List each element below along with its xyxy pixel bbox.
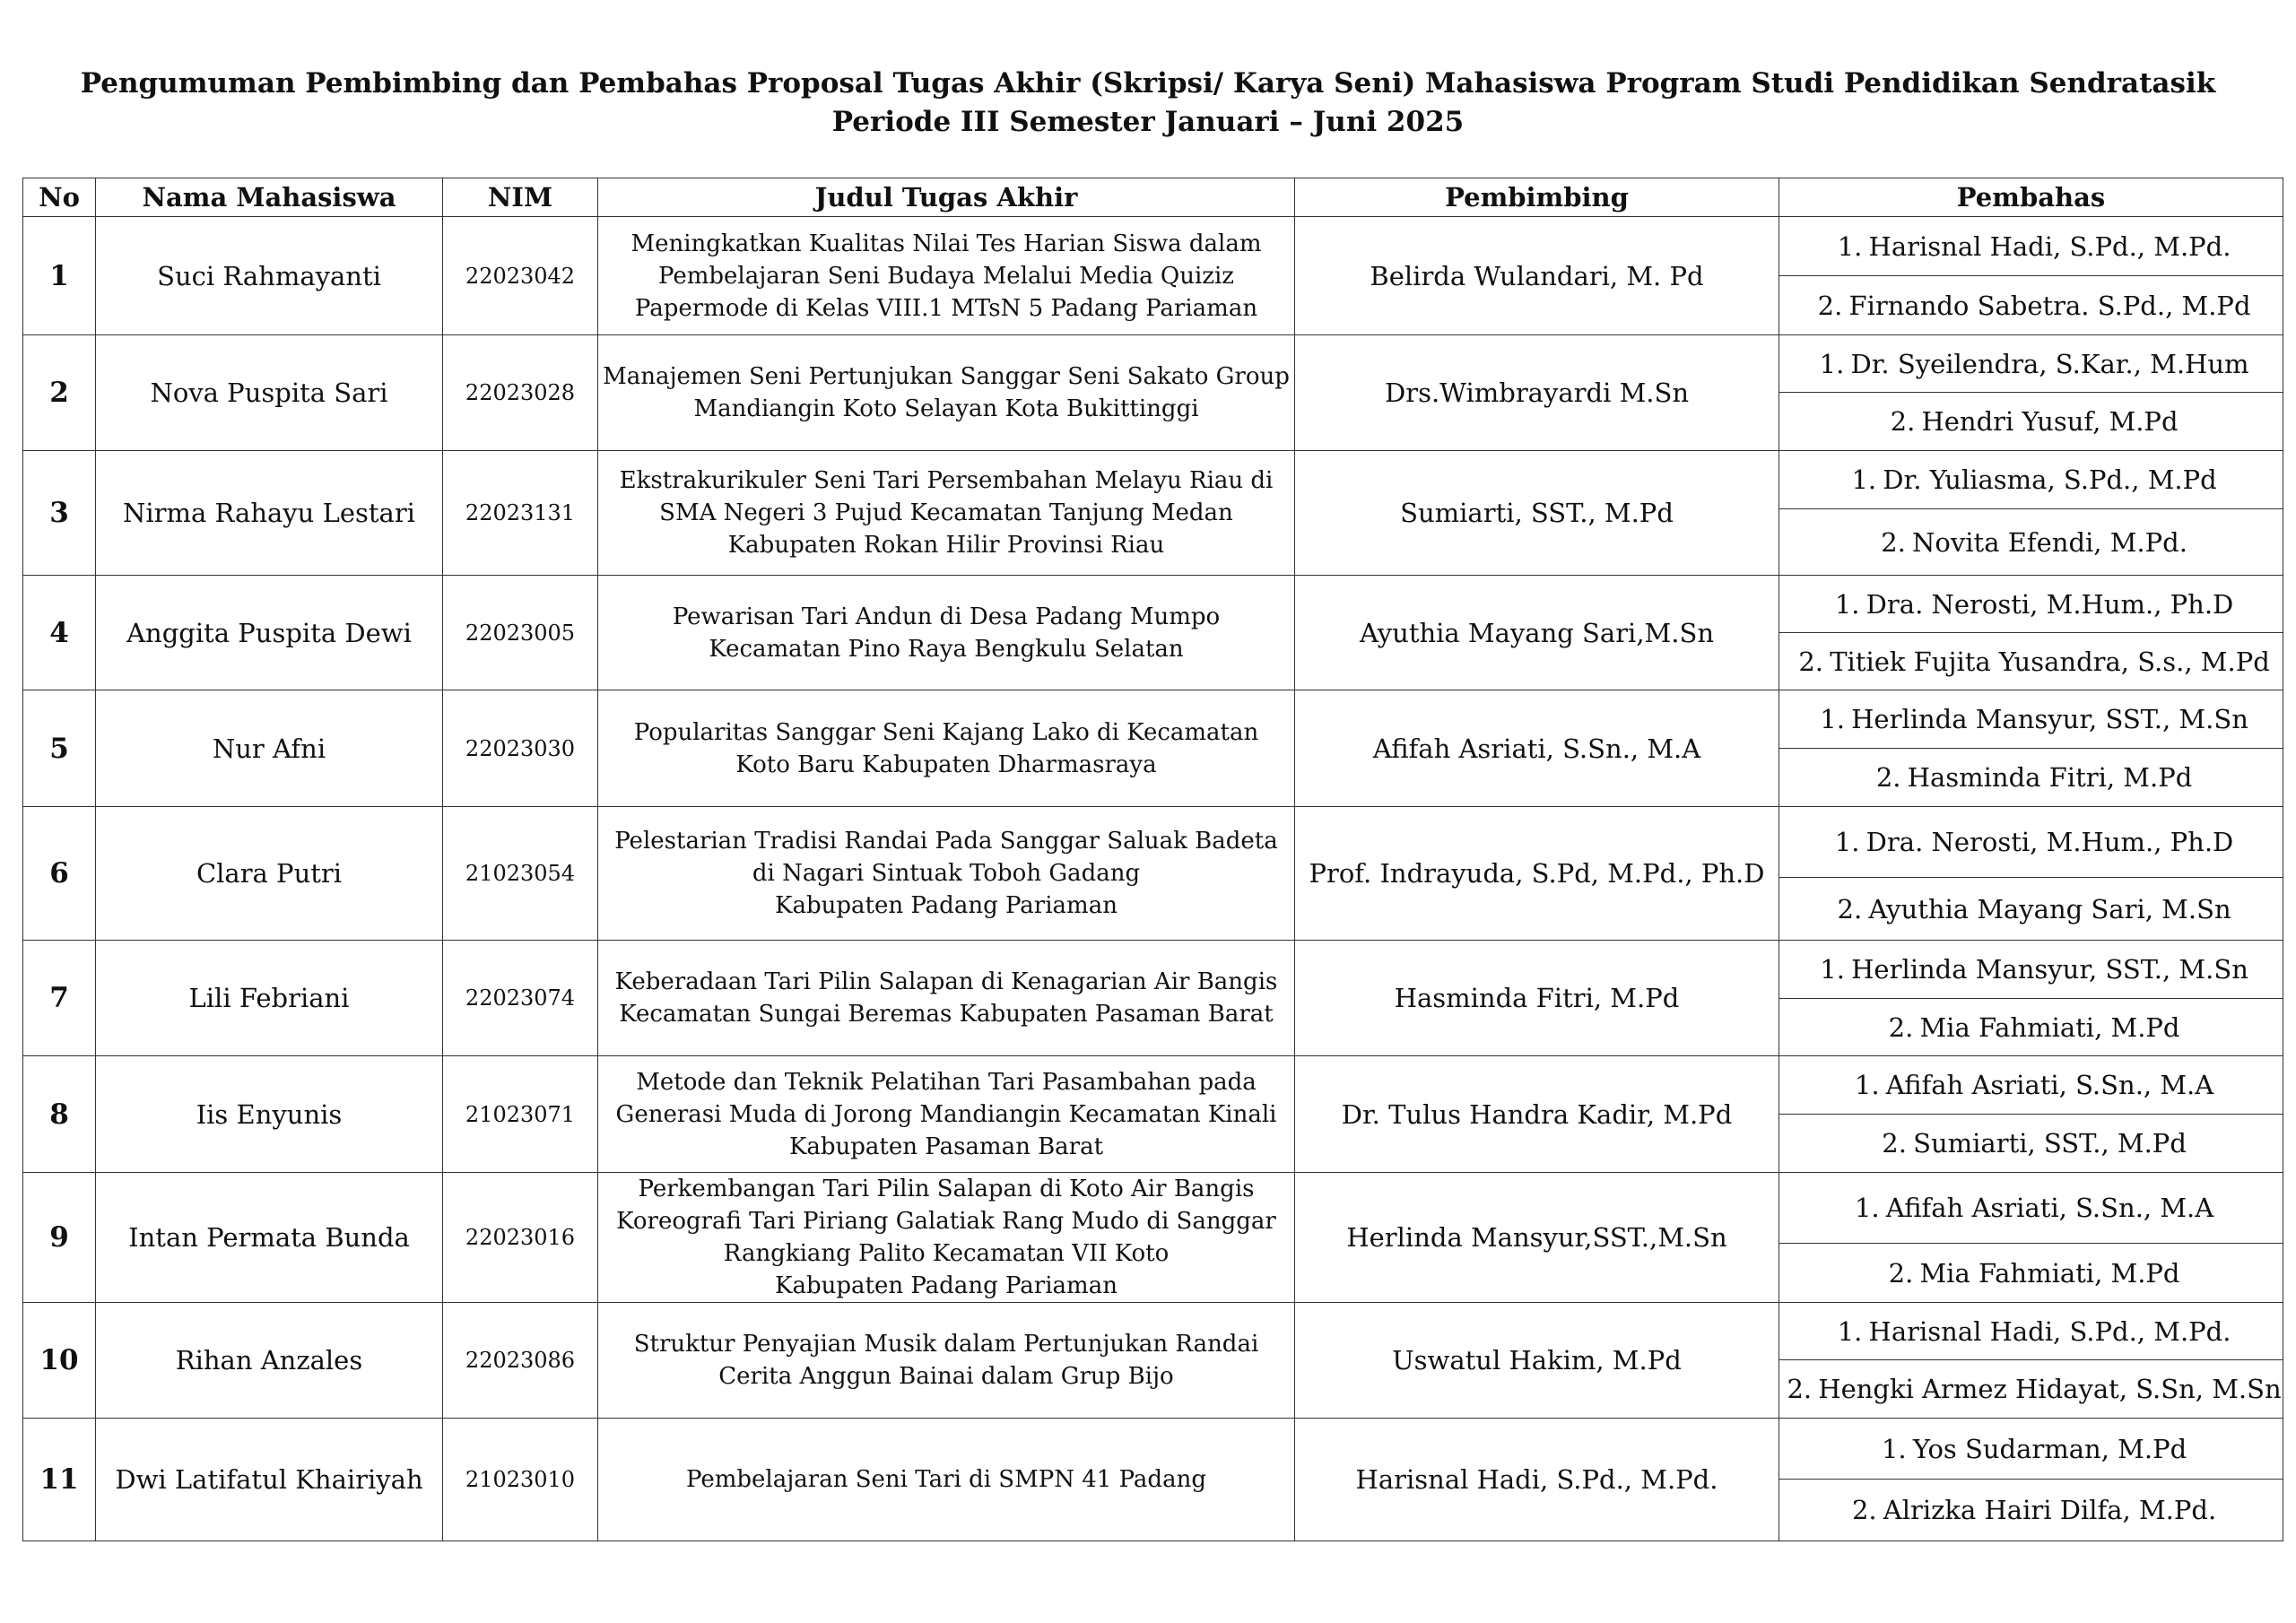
reviewer-1 <box>1779 451 2283 509</box>
row-number: 8 <box>23 1056 96 1173</box>
table-row <box>23 1056 2283 1115</box>
reviewer-name: Alrizka Hairi Dilfa, M.Pd. <box>1883 1495 2217 1525</box>
thesis-title <box>598 217 1295 335</box>
thesis-title-line: di Nagari Sintuak Toboh Gadang <box>752 860 1141 887</box>
student-name: Rihan Anzales <box>96 1303 443 1419</box>
reviewer-number: 1. <box>1851 464 1877 495</box>
reviewer-1 <box>1779 1303 2283 1360</box>
reviewer-2 <box>1779 1115 2283 1173</box>
reviewer-number: 1. <box>1820 704 1845 734</box>
student-name: Lili Febriani <box>96 941 443 1056</box>
supervisor: Drs.Wimbrayardi M.Sn <box>1295 335 1779 451</box>
supervisor: Prof. Indrayuda, S.Pd, M.Pd., Ph.D <box>1295 807 1779 941</box>
thesis-title-line: Kecamatan Sungai Beremas Kabupaten Pasaman Barat <box>619 1001 1274 1028</box>
reviewer-2 <box>1779 999 2283 1056</box>
header-no: No <box>23 178 96 217</box>
reviewer-name: Hengki Armez Hidayat, S.Sn, M.Sn <box>1818 1374 2282 1404</box>
thesis-title-line: Rangkiang Palito Kecamatan VII Koto <box>723 1240 1170 1267</box>
supervisor: Uswatul Hakim, M.Pd <box>1295 1303 1779 1419</box>
reviewer-name: Harisnal Hadi, S.Pd., M.Pd. <box>1868 1315 2231 1347</box>
row-number: 6 <box>23 807 96 941</box>
reviewer-number: 2. <box>1881 526 1906 558</box>
student-nim: 22023074 <box>443 941 598 1056</box>
reviewer-name: Mia Fahmiati, M.Pd <box>1919 1011 2180 1043</box>
thesis-title-line: Popularitas Sanggar Seni Kajang Lako di Kecamatan <box>633 718 1259 746</box>
reviewer-name: Hendri Yusuf, M.Pd <box>1921 406 2179 437</box>
student-nim: 21023071 <box>443 1056 598 1173</box>
thesis-title <box>598 1303 1295 1419</box>
thesis-title-line: Struktur Penyajian Musik dalam Pertunjukan Randai <box>633 1331 1259 1358</box>
supervisor: Afifah Asriati, S.Sn., M.A <box>1295 690 1779 807</box>
student-name: Dwi Latifatul Khairiyah <box>96 1419 443 1541</box>
reviewer-number: 1. <box>1854 1070 1880 1100</box>
reviewer-name: Dra. Nerosti, M.Hum., Ph.D <box>1866 588 2234 620</box>
row-number: 3 <box>23 451 96 576</box>
header-nama: Nama Mahasiswa <box>96 178 443 217</box>
thesis-title-line: Ekstrakurikuler Seni Tari Persembahan Melayu Riau di <box>619 467 1274 494</box>
reviewer-number: 2. <box>1817 290 1843 321</box>
row-number: 10 <box>23 1303 96 1419</box>
thesis-title <box>598 941 1295 1056</box>
student-name: Clara Putri <box>96 807 443 941</box>
reviewer-2 <box>1779 1244 2283 1303</box>
thesis-title <box>598 690 1295 807</box>
thesis-title <box>598 1419 1295 1541</box>
reviewer-number: 1. <box>1834 827 1860 857</box>
reviewer-1 <box>1779 217 2283 276</box>
table-row <box>23 941 2283 999</box>
table-body <box>23 217 2283 1541</box>
reviewer-number: 2. <box>1787 1374 1813 1404</box>
reviewer-1 <box>1779 1419 2283 1480</box>
header-judul: Judul Tugas Akhir <box>598 178 1295 217</box>
header-pembahas: Pembahas <box>1779 178 2283 217</box>
title-line-2: Periode III Semester Januari – Juni 2025 <box>831 106 1465 138</box>
reviewer-name: Novita Efendi, M.Pd. <box>1912 526 2187 558</box>
reviewer-name: Dr. Syeilendra, S.Kar., M.Hum <box>1850 348 2249 379</box>
reviewer-number: 2. <box>1888 1011 1914 1043</box>
thesis-title-line: Kecamatan Pino Raya Bengkulu Selatan <box>709 635 1184 663</box>
supervisor: Herlinda Mansyur,SST.,M.Sn <box>1295 1173 1779 1303</box>
reviewer-number: 2. <box>1882 1128 1907 1159</box>
reviewer-name: Herlinda Mansyur, SST., M.Sn <box>1851 954 2248 985</box>
reviewer-number: 1. <box>1834 588 1860 620</box>
reviewer-2 <box>1779 1360 2283 1419</box>
table-header-row <box>23 178 2283 217</box>
row-number: 5 <box>23 690 96 807</box>
thesis-title-line: Kabupaten Pasaman Barat <box>788 1133 1104 1160</box>
thesis-title-line: Keberadaan Tari Pilin Salapan di Kenagarian Air Bangis <box>614 968 1278 995</box>
supervisor: Hasminda Fitri, M.Pd <box>1295 941 1779 1056</box>
student-name: Suci Rahmayanti <box>96 217 443 335</box>
supervisor: Belirda Wulandari, M. Pd <box>1295 217 1779 335</box>
thesis-title-line: Perkembangan Tari Pilin Salapan di Koto Air Bangis <box>638 1176 1255 1202</box>
student-nim: 22023042 <box>443 217 598 335</box>
student-name: Anggita Puspita Dewi <box>96 576 443 690</box>
reviewer-number: 1. <box>1881 1433 1907 1464</box>
row-number: 4 <box>23 576 96 690</box>
thesis-title-line: Koreografi Tari Piriang Galatiak Rang Mudo di Sanggar <box>616 1208 1276 1235</box>
header-nim: NIM <box>443 178 598 217</box>
student-nim: 22023131 <box>443 451 598 576</box>
reviewer-name: Sumiarti, SST., M.Pd <box>1913 1128 2187 1159</box>
table-row <box>23 1173 2283 1244</box>
thesis-title-line: Pelestarian Tradisi Randai Pada Sanggar Saluak Badeta <box>614 828 1278 855</box>
table-row <box>23 217 2283 276</box>
reviewer-1 <box>1779 335 2283 393</box>
page-title <box>0 65 2296 142</box>
reviewer-2 <box>1779 633 2283 690</box>
thesis-title-line: Generasi Muda di Jorong Mandiangin Kecamatan Kinali <box>615 1100 1277 1128</box>
reviewer-number: 1. <box>1837 1315 1863 1347</box>
student-name: Nur Afni <box>96 690 443 807</box>
thesis-title <box>598 807 1295 941</box>
reviewer-2 <box>1779 749 2283 807</box>
row-number: 9 <box>23 1173 96 1303</box>
reviewer-name: Afifah Asriati, S.Sn., M.A <box>1885 1070 2214 1100</box>
table-row <box>23 1419 2283 1480</box>
row-number: 1 <box>23 217 96 335</box>
student-nim: 21023054 <box>443 807 598 941</box>
reviewer-1 <box>1779 576 2283 633</box>
table-row <box>23 576 2283 633</box>
thesis-title <box>598 335 1295 451</box>
reviewer-1 <box>1779 807 2283 878</box>
reviewer-2 <box>1779 878 2283 941</box>
reviewer-number: 1. <box>1854 1193 1880 1223</box>
table-row <box>23 807 2283 878</box>
reviewer-number: 2. <box>1875 762 1901 793</box>
reviewer-name: Firnando Sabetra. S.Pd., M.Pd <box>1848 290 2251 321</box>
header-pembimbing: Pembimbing <box>1295 178 1779 217</box>
row-number: 11 <box>23 1419 96 1541</box>
reviewer-number: 2. <box>1837 893 1863 924</box>
student-name: Nirma Rahayu Lestari <box>96 451 443 576</box>
table-row <box>23 451 2283 509</box>
thesis-title-line: Papermode di Kelas VIII.1 MTsN 5 Padang Pariaman <box>634 294 1258 322</box>
reviewer-1 <box>1779 1173 2283 1244</box>
reviewer-name: Harisnal Hadi, S.Pd., M.Pd. <box>1868 230 2231 262</box>
reviewer-1 <box>1779 690 2283 749</box>
reviewer-name: Mia Fahmiati, M.Pd <box>1919 1257 2180 1289</box>
table-row <box>23 1303 2283 1360</box>
student-name: Nova Puspita Sari <box>96 335 443 451</box>
reviewer-1 <box>1779 941 2283 999</box>
supervisor: Harisnal Hadi, S.Pd., M.Pd. <box>1295 1419 1779 1541</box>
supervisor: Ayuthia Mayang Sari,M.Sn <box>1295 576 1779 690</box>
thesis-title <box>598 1173 1295 1303</box>
reviewer-name: Ayuthia Mayang Sari, M.Sn <box>1868 893 2231 924</box>
thesis-title <box>598 576 1295 690</box>
reviewer-number: 1. <box>1837 230 1863 262</box>
thesis-title-line: Mandiangin Koto Selayan Kota Bukittinggi <box>693 395 1199 422</box>
thesis-title-line: Pewarisan Tari Andun di Desa Padang Mumpo <box>672 603 1221 630</box>
reviewer-name: Hasminda Fitri, M.Pd <box>1907 762 2193 793</box>
thesis-title-line: Pembelajaran Seni Tari di SMPN 41 Padang <box>686 1466 1206 1493</box>
student-nim: 22023028 <box>443 335 598 451</box>
reviewer-number: 2. <box>1888 1257 1914 1289</box>
thesis-title-line: Meningkatkan Kualitas Nilai Tes Harian Siswa dalam <box>631 230 1262 257</box>
supervisor: Sumiarti, SST., M.Pd <box>1295 451 1779 576</box>
thesis-title-line: SMA Negeri 3 Pujud Kecamatan Tanjung Medan <box>659 499 1233 526</box>
student-nim: 21023010 <box>443 1419 598 1541</box>
reviewer-2 <box>1779 509 2283 576</box>
reviewer-name: Afifah Asriati, S.Sn., M.A <box>1885 1193 2214 1223</box>
reviewer-number: 2. <box>1890 406 1916 437</box>
reviewer-2 <box>1779 393 2283 451</box>
reviewer-1 <box>1779 1056 2283 1115</box>
reviewer-2 <box>1779 1480 2283 1541</box>
row-number: 2 <box>23 335 96 451</box>
reviewer-name: Titiek Fujita Yusandra, S.s., M.Pd <box>1830 646 2270 677</box>
reviewer-name: Yos Sudarman, M.Pd <box>1912 1433 2187 1464</box>
student-nim: 22023086 <box>443 1303 598 1419</box>
thesis-title <box>598 451 1295 576</box>
thesis-title-line: Manajemen Seni Pertunjukan Sanggar Seni Sakato Group <box>603 363 1290 390</box>
reviewer-number: 2. <box>1851 1495 1877 1525</box>
supervisor: Dr. Tulus Handra Kadir, M.Pd <box>1295 1056 1779 1173</box>
reviewer-2 <box>1779 276 2283 335</box>
title-line-1: Pengumuman Pembimbing dan Pembahas Proposal Tugas Akhir (Skripsi/ Karya Seni) Mahasiswa Program Studi Pendidikan Sendratasik <box>80 67 2216 100</box>
reviewer-number: 2. <box>1798 646 1824 677</box>
thesis-title <box>598 1056 1295 1173</box>
reviewer-number: 1. <box>1820 954 1845 985</box>
student-name: Iis Enyunis <box>96 1056 443 1173</box>
reviewer-name: Herlinda Mansyur, SST., M.Sn <box>1851 704 2248 734</box>
reviewer-number: 1. <box>1819 348 1845 379</box>
thesis-title-line: Cerita Anggun Bainai dalam Grup Bijo <box>718 1363 1174 1390</box>
thesis-title-line: Kabupaten Rokan Hilir Provinsi Riau <box>727 532 1165 559</box>
thesis-title-line: Koto Baru Kabupaten Dharmasraya <box>735 751 1157 778</box>
student-nim: 22023030 <box>443 690 598 807</box>
student-nim: 22023016 <box>443 1173 598 1303</box>
student-name: Intan Permata Bunda <box>96 1173 443 1303</box>
thesis-title-line: Pembelajaran Seni Budaya Melalui Media Quiziz <box>658 262 1234 290</box>
student-nim: 22023005 <box>443 576 598 690</box>
thesis-title-line: Metode dan Teknik Pelatihan Tari Pasambahan pada <box>636 1068 1257 1096</box>
table-row <box>23 335 2283 393</box>
reviewer-name: Dra. Nerosti, M.Hum., Ph.D <box>1866 827 2234 857</box>
thesis-title-line: Kabupaten Padang Pariaman <box>775 892 1118 919</box>
reviewer-name: Dr. Yuliasma, S.Pd., M.Pd <box>1883 464 2217 495</box>
assignment-table <box>22 178 2283 1541</box>
table-row <box>23 690 2283 749</box>
row-number: 7 <box>23 941 96 1056</box>
thesis-title-line: Kabupaten Padang Pariaman <box>775 1272 1118 1299</box>
